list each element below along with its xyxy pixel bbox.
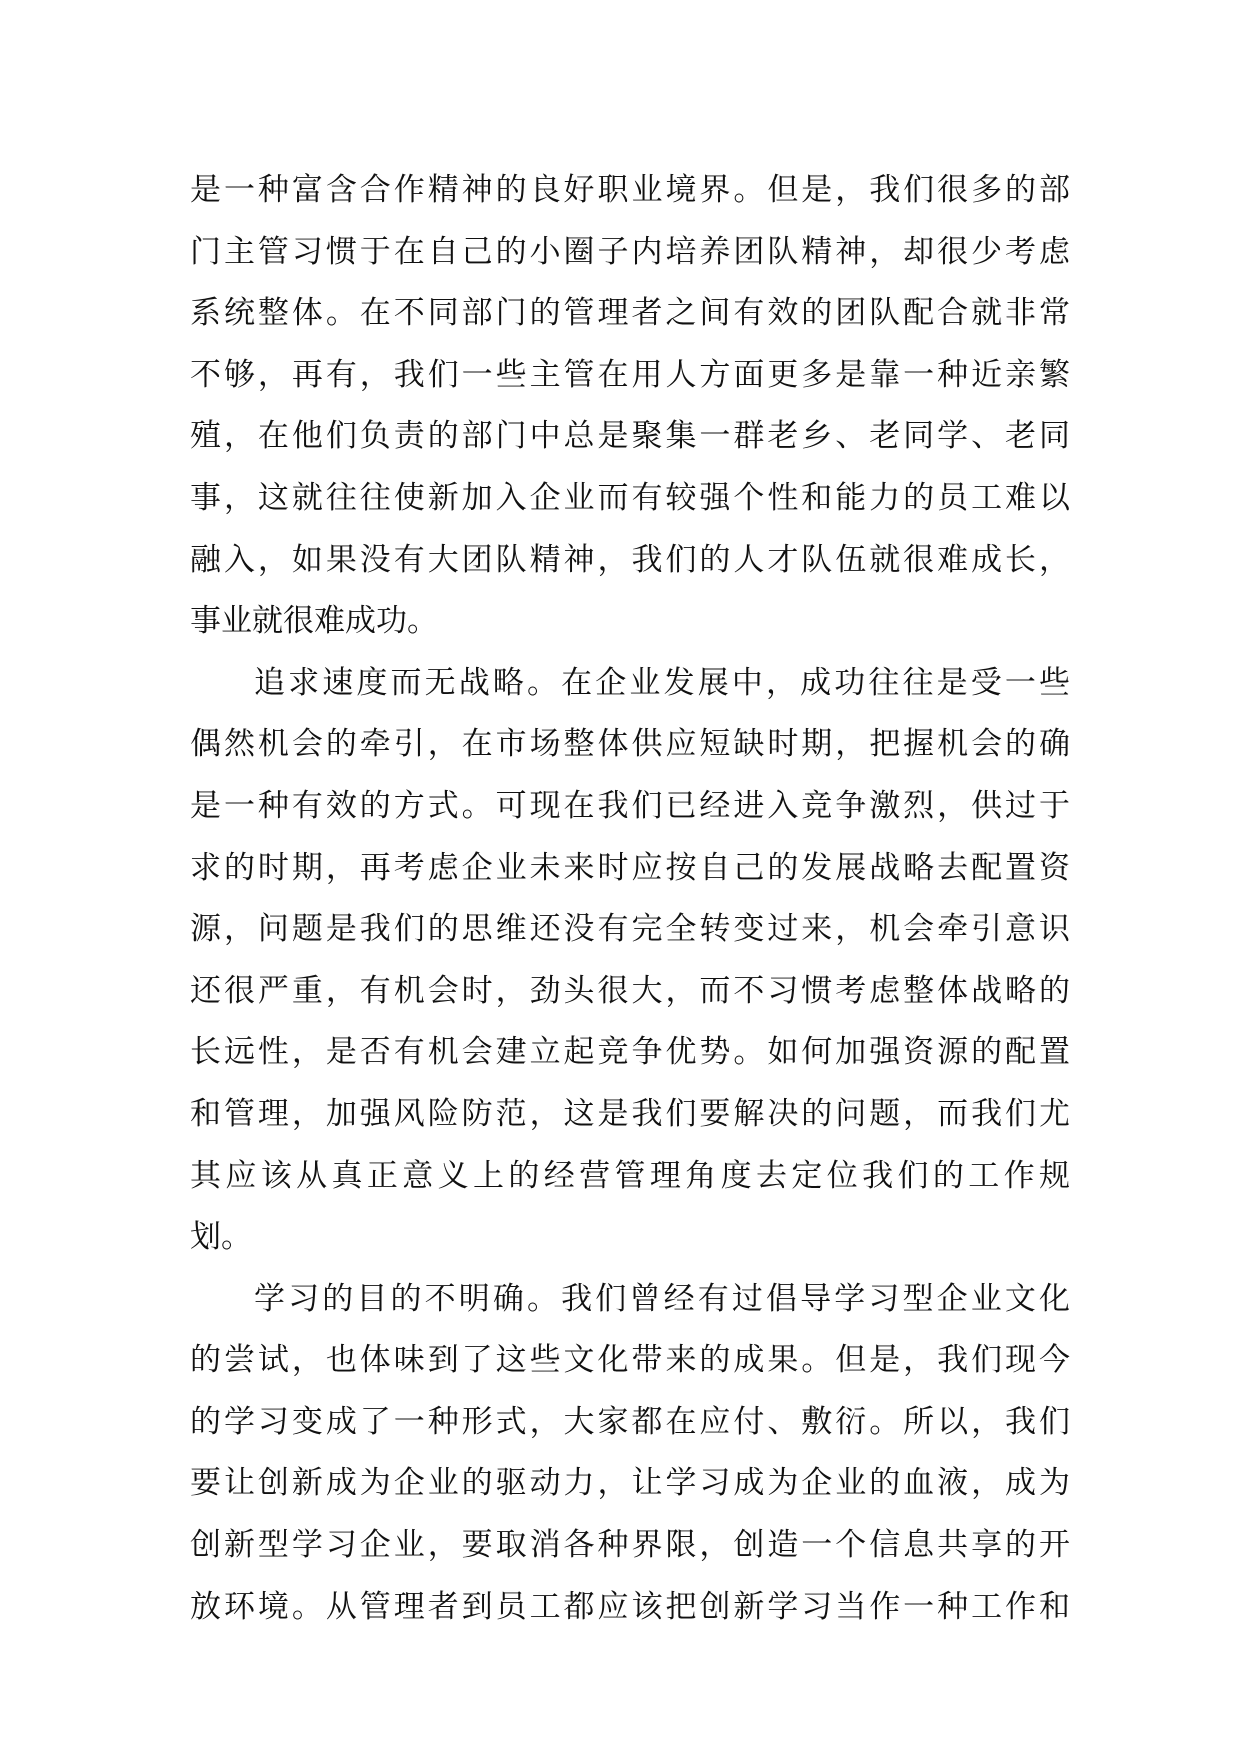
text-line: 放环境。从管理者到员工都应该把创新学习当作一种工作和 — [190, 1588, 1070, 1625]
text-line: 是一种有效的方式。可现在我们已经进入竞争激烈，供过于 — [190, 787, 1070, 824]
paragraph-1 — [190, 160, 1070, 653]
text-line: 学习的目的不明确。我们曾经有过倡导学习型企业文化 — [254, 1280, 1070, 1317]
text-line: 的尝试，也体味到了这些文化带来的成果。但是，我们现今 — [190, 1342, 1070, 1379]
text-line: 长远性，是否有机会建立起竞争优势。如何加强资源的配置 — [190, 1034, 1070, 1071]
text-line: 创新型学习企业，要取消各种界限，创造一个信息共享的开 — [190, 1527, 1070, 1564]
text-line: 事，这就往往使新加入企业而有较强个性和能力的员工难以 — [190, 479, 1070, 516]
text-line: 求的时期，再考虑企业未来时应按自己的发展战略去配置资 — [190, 849, 1070, 886]
text-line: 还很严重，有机会时，劲头很大，而不习惯考虑整体战略的 — [190, 972, 1070, 1009]
text-line: 和管理，加强风险防范，这是我们要解决的问题，而我们尤 — [190, 1095, 1070, 1132]
text-line: 追求速度而无战略。在企业发展中，成功往往是受一些 — [254, 664, 1070, 701]
paragraph-3 — [190, 1269, 1070, 1639]
text-line: 源，问题是我们的思维还没有完全转变过来，机会牵引意识 — [190, 911, 1070, 948]
body-text — [190, 160, 1070, 1638]
text-line: 系统整体。在不同部门的管理者之间有效的团队配合就非常 — [190, 295, 1070, 332]
text-line: 的学习变成了一种形式，大家都在应付、敷衍。所以，我们 — [190, 1403, 1070, 1440]
text-line: 要让创新成为企业的驱动力，让学习成为企业的血液，成为 — [190, 1465, 1070, 1502]
paragraph-2 — [190, 653, 1070, 1269]
text-line: 殖，在他们负责的部门中总是聚集一群老乡、老同学、老同 — [190, 418, 1070, 455]
text-line: 其应该从真正意义上的经营管理角度去定位我们的工作规 — [190, 1157, 1070, 1194]
text-line: 门主管习惯于在自己的小圈子内培养团队精神，却很少考虑 — [190, 233, 1070, 270]
text-line: 融入，如果没有大团队精神，我们的人才队伍就很难成长， — [190, 541, 1070, 578]
text-line: 是一种富含合作精神的良好职业境界。但是，我们很多的部 — [190, 172, 1070, 208]
text-line: 偶然机会的牵引，在市场整体供应短缺时期，把握机会的确 — [190, 726, 1070, 763]
text-line: 划。 — [190, 1219, 252, 1256]
text-line: 不够，再有，我们一些主管在用人方面更多是靠一种近亲繁 — [190, 356, 1070, 393]
text-line: 事业就很难成功。 — [190, 603, 438, 640]
